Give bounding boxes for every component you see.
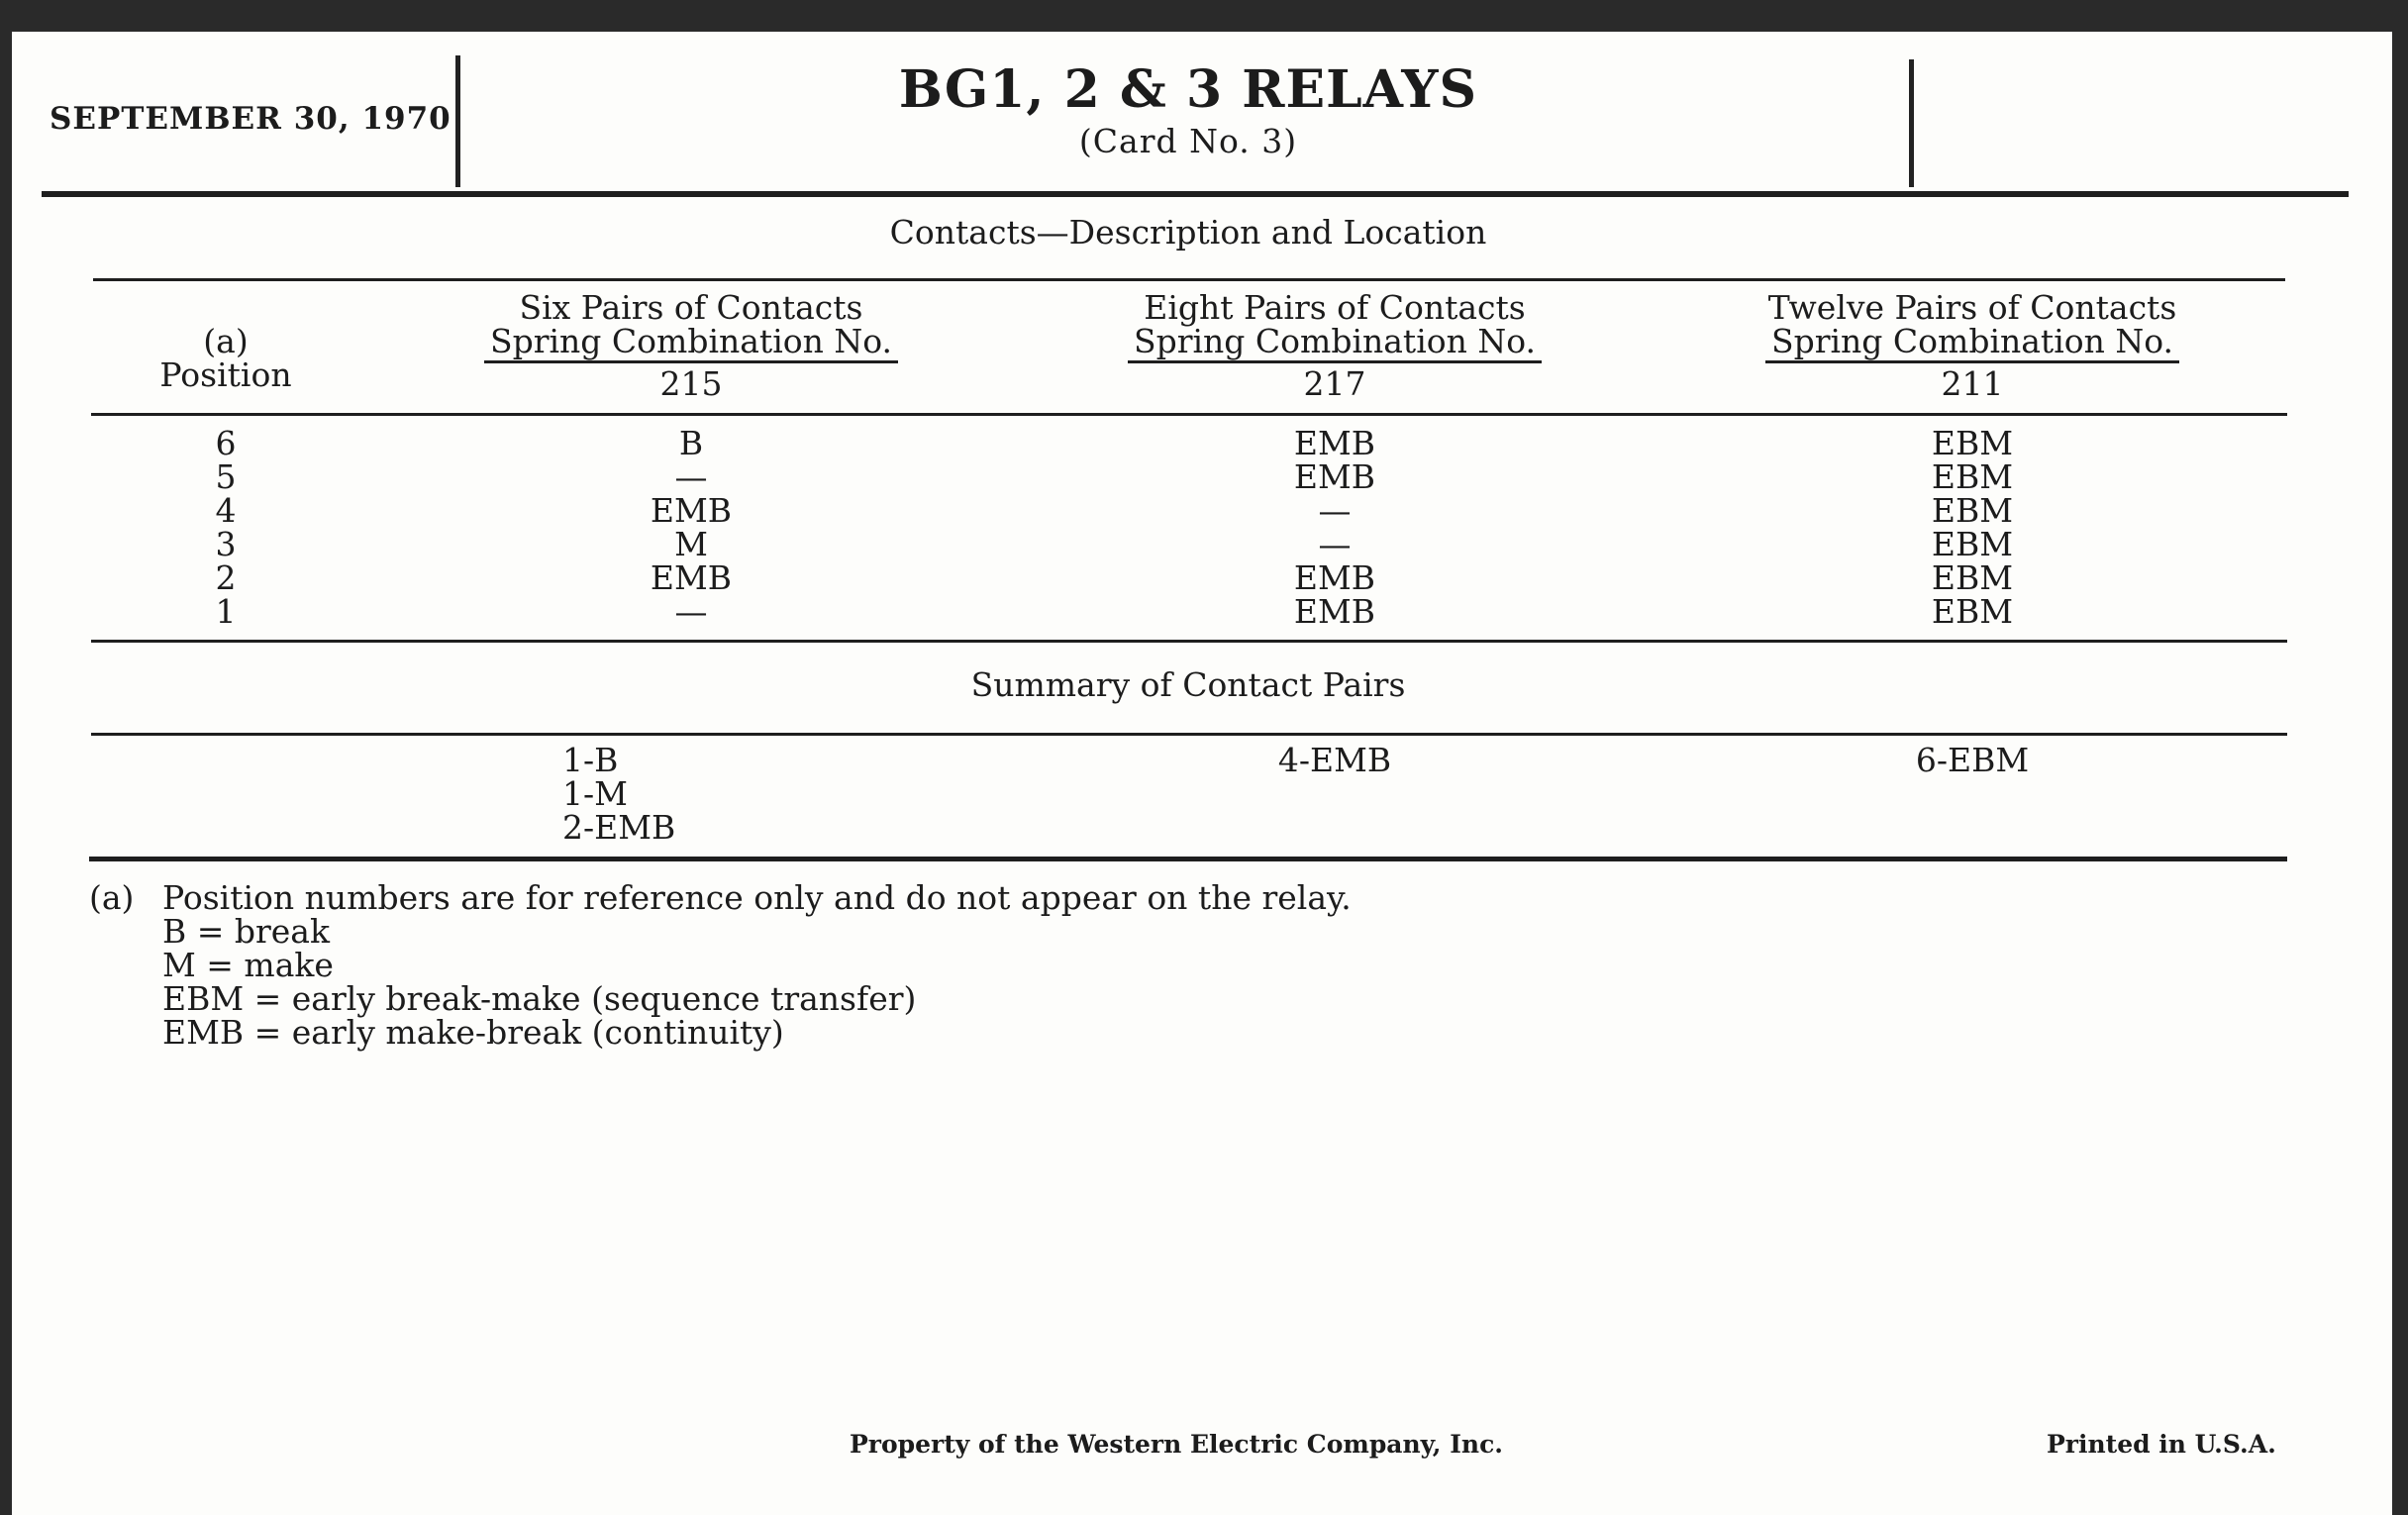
contact-cell: EMB <box>1293 457 1376 496</box>
footer-property: Property of the Western Electric Company, Inc. <box>850 1430 1504 1459</box>
header-divider-left <box>455 55 460 187</box>
contact-cell: EBM <box>1931 457 2014 496</box>
contact-cell: B <box>678 424 704 462</box>
footer-printed: Printed in U.S.A. <box>2047 1430 2276 1459</box>
summary-six-pairs <box>562 741 760 847</box>
position-cell: 3 <box>215 525 237 563</box>
position-header <box>117 322 335 394</box>
position-header-label: Position <box>159 355 292 394</box>
column-header-subtitle: Spring Combination No. <box>484 325 898 363</box>
position-cell: 5 <box>215 457 237 496</box>
definition-ebm: EBM = early break-make (sequence transfer) <box>162 979 917 1018</box>
contact-cell: EBM <box>1931 491 2014 530</box>
summary-twelve-pairs <box>1824 741 2121 779</box>
summary-cell: 4-EMB <box>1277 741 1392 779</box>
position-cell: 4 <box>215 491 237 530</box>
eight-pairs-column <box>1186 424 1483 631</box>
position-header-note: (a) <box>203 322 249 360</box>
position-cell: 1 <box>215 592 237 631</box>
summary-cell: 1-B <box>562 741 619 779</box>
column-header-number: 217 <box>1303 364 1366 403</box>
contact-cell: — <box>674 592 708 631</box>
section-title-contacts: Contacts—Description and Location <box>889 213 1487 252</box>
column-header-title: Six Pairs of Contacts <box>519 288 863 327</box>
six-pairs-column <box>543 424 840 631</box>
position-cell: 2 <box>215 558 237 597</box>
contact-cell: EBM <box>1931 592 2014 631</box>
table-header-rule <box>91 413 2287 416</box>
section-title-summary: Summary of Contact Pairs <box>970 665 1406 704</box>
column-header-eight-pairs <box>1087 288 1582 403</box>
contact-cell: EBM <box>1931 424 2014 462</box>
summary-top-rule <box>91 733 2287 736</box>
contact-cell: EMB <box>650 491 733 530</box>
summary-cell: 2-EMB <box>562 808 676 847</box>
summary-eight-pairs <box>1186 741 1483 779</box>
contact-cell: EMB <box>1293 592 1376 631</box>
header-rule <box>42 191 2349 197</box>
definition-emb: EMB = early make-break (continuity) <box>162 1013 784 1052</box>
column-header-number: 211 <box>1941 364 2004 403</box>
header-divider-right <box>1909 59 1914 187</box>
footnote-mark: (a) <box>89 878 135 917</box>
card-date: SEPTEMBER 30, 1970 <box>50 101 452 137</box>
column-header-twelve-pairs <box>1725 288 2220 403</box>
contact-cell: EMB <box>1293 558 1376 597</box>
column-header-number: 215 <box>659 364 723 403</box>
footnotes <box>89 878 1772 1052</box>
summary-cell: 6-EBM <box>1915 741 2030 779</box>
contact-cell: EMB <box>650 558 733 597</box>
column-header-title: Eight Pairs of Contacts <box>1144 288 1526 327</box>
card-subtitle: (Card No. 3) <box>1078 122 1298 160</box>
card-title: BG1, 2 & 3 RELAYS <box>898 59 1478 120</box>
table-bottom-rule <box>89 857 2287 861</box>
column-header-subtitle: Spring Combination No. <box>1765 325 2179 363</box>
contact-cell: EMB <box>1293 424 1376 462</box>
definition-make: M = make <box>162 946 334 984</box>
reference-card <box>12 32 2392 1515</box>
table-top-rule <box>93 278 2285 281</box>
contact-cell: EBM <box>1931 525 2014 563</box>
contact-cell: M <box>674 525 708 563</box>
summary-cell: 1-M <box>562 774 628 813</box>
column-header-subtitle: Spring Combination No. <box>1128 325 1542 363</box>
position-column <box>166 424 285 631</box>
contact-cell: — <box>1318 491 1352 530</box>
footnote-text: Position numbers are for reference only and do not appear on the relay. <box>162 878 1352 917</box>
position-cell: 6 <box>215 424 237 462</box>
contact-cell: — <box>674 457 708 496</box>
twelve-pairs-column <box>1824 424 2121 631</box>
column-header-title: Twelve Pairs of Contacts <box>1767 288 2177 327</box>
table-body-rule <box>91 640 2287 643</box>
contact-cell: — <box>1318 525 1352 563</box>
definition-break: B = break <box>162 912 330 951</box>
column-header-six-pairs <box>444 288 939 403</box>
contact-cell: EBM <box>1931 558 2014 597</box>
